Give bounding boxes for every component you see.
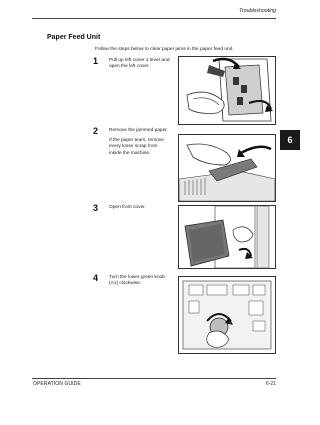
step-1-number: 1 bbox=[93, 56, 99, 66]
header-title: Troubleshooting bbox=[239, 8, 276, 14]
step-2-note: If the paper tears, remove every loose scrap from inside the machine. bbox=[109, 138, 164, 156]
green-knob-image bbox=[179, 277, 275, 353]
page-number: 6-21 bbox=[265, 381, 276, 387]
step-3-illustration bbox=[178, 205, 276, 269]
step-2-illustration bbox=[178, 134, 276, 202]
jammed-paper-image bbox=[179, 135, 275, 201]
step-4-text bbox=[109, 275, 171, 291]
step-2-number: 2 bbox=[93, 126, 99, 136]
step-3-instruction: Open front cover. bbox=[109, 205, 146, 210]
step-2-text bbox=[109, 128, 171, 161]
header-divider bbox=[32, 18, 276, 19]
section-intro: Follow the steps below to clear paper jams in the paper feed unit. bbox=[95, 47, 234, 52]
step-4-illustration bbox=[178, 276, 276, 354]
front-cover-image bbox=[179, 206, 275, 268]
step-1-illustration bbox=[178, 56, 276, 125]
step-4-instruction: Turn the lower green knob (A1) clockwise. bbox=[109, 275, 165, 287]
section-title: Paper Feed Unit bbox=[47, 34, 101, 41]
chapter-tab[interactable]: 6 bbox=[280, 130, 300, 150]
step-1-text bbox=[109, 58, 171, 74]
footer-divider bbox=[32, 378, 276, 379]
step-2-instruction: Remove the jammed paper. bbox=[109, 128, 168, 133]
step-1-instruction: Pull up left cover 1 lever and open the left cover. bbox=[109, 58, 170, 70]
left-cover-lever-image bbox=[179, 57, 275, 124]
footer-guide-title: OPERATION GUIDE bbox=[33, 381, 81, 387]
step-3-text bbox=[109, 205, 171, 215]
step-4-number: 4 bbox=[93, 273, 99, 283]
step-3-number: 3 bbox=[93, 203, 99, 213]
